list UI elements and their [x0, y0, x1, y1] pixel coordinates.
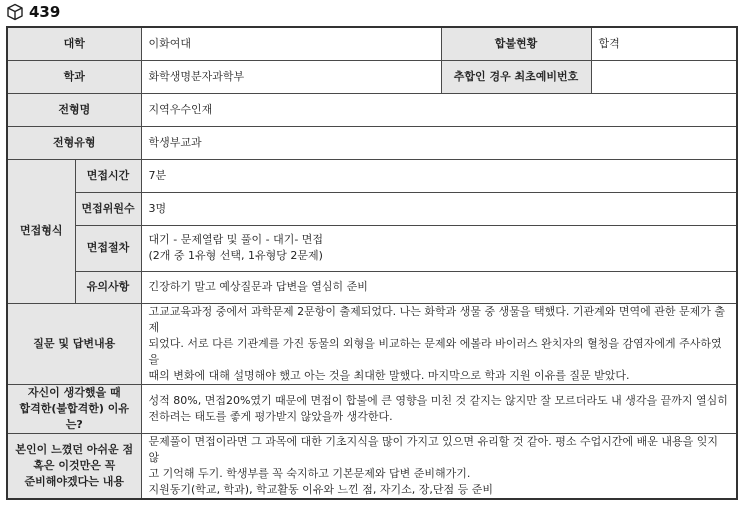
row-department — [7, 60, 737, 93]
interview-procedure-label: 면접절차 — [75, 225, 141, 271]
row-qa — [7, 303, 737, 384]
qa-line: 고교교육과정 중에서 과학문제 2문항이 출제되었다. 나는 화학과 생물 중 생물을 택했다. 기관계와 면역에 관한 문제가 출제 — [148, 304, 725, 334]
result-value: 합격 — [591, 27, 737, 60]
document-number: 439 — [29, 3, 61, 21]
procedure-line: 대기 - 문제열람 및 풀이 - 대기- 면접 — [148, 233, 324, 246]
reason-line: 전하려는 태도를 좋게 평가받지 않았을까 생각한다. — [148, 409, 393, 423]
row-interview-time — [7, 159, 737, 192]
interviewer-count-label: 면접위원수 — [75, 192, 141, 225]
row-interview-procedure — [7, 225, 737, 271]
notes-value: 긴장하기 말고 예상질문과 답변을 열심히 준비 — [141, 271, 737, 303]
department-label: 학과 — [7, 60, 141, 93]
row-admission-name — [7, 93, 737, 126]
preparation-label-line: 준비해야겠다는 내용 — [24, 474, 124, 488]
preparation-label-line: 혹은 이것만은 꼭 — [33, 458, 116, 472]
reason-label-line: 자신이 생각했을 때 — [27, 385, 121, 399]
waitlist-value — [591, 60, 737, 93]
department-value: 화학생명분자과학부 — [141, 60, 441, 93]
reason-line: 성적 80%, 면접20%였기 때문에 면접이 합불에 큰 영향을 미친 것 같지는 않지만 잘 모르더라도 내 생각을 끝까지 열심히 — [148, 393, 728, 407]
waitlist-label: 추합인 경우 최초예비번호 — [441, 60, 591, 93]
interview-time-label: 면접시간 — [75, 159, 141, 192]
interview-report-table — [6, 26, 738, 500]
row-university — [7, 27, 737, 60]
result-label: 합불현황 — [441, 27, 591, 60]
cube-icon — [6, 3, 24, 21]
preparation-line: 문제풀이 면접이라면 그 과목에 대한 기초지식을 많이 가지고 있으면 유리할 것 같아. 평소 수업시간에 배운 내용을 잊지 않 — [148, 434, 719, 464]
admission-type-label: 전형유형 — [7, 126, 141, 159]
row-interviewer-count — [7, 192, 737, 225]
notes-label: 유의사항 — [75, 271, 141, 303]
admission-type-value: 학생부교과 — [141, 126, 737, 159]
row-notes — [7, 271, 737, 303]
row-preparation — [7, 433, 737, 499]
preparation-line: 지원동기(학교, 학과), 학교활동 이유와 느낀 점, 자기소, 장,단점 등 준비 — [148, 482, 493, 496]
procedure-line: (2개 중 1유형 선택, 1유형당 2문제) — [148, 249, 323, 262]
qa-value — [141, 303, 737, 384]
qa-line: 되었다. 서로 다른 기관계를 가진 동물의 외형을 비교하는 문제와 에볼라 바이러스 완치자의 혈청을 감염자에게 주사하였을 — [148, 336, 722, 366]
admission-name-label: 전형명 — [7, 93, 141, 126]
interview-procedure-value — [141, 225, 737, 271]
preparation-value — [141, 433, 737, 499]
admission-name-value: 지역우수인재 — [141, 93, 737, 126]
preparation-label — [7, 433, 141, 499]
university-label: 대학 — [7, 27, 141, 60]
interview-time-value: 7분 — [141, 159, 737, 192]
document-header — [6, 0, 60, 24]
reason-label — [7, 384, 141, 433]
row-reason — [7, 384, 737, 433]
interviewer-count-value: 3명 — [141, 192, 737, 225]
qa-label: 질문 및 답변내용 — [7, 303, 141, 384]
reason-value — [141, 384, 737, 433]
reason-label-line: 합격한(불합격한) 이유는? — [19, 401, 130, 431]
preparation-line: 고 기억해 두기. 학생부를 꼭 숙지하고 기본문제와 답변 준비해가기. — [148, 466, 471, 480]
preparation-label-line: 본인이 느꼈던 아쉬운 점 — [15, 442, 134, 456]
qa-line: 때의 변화에 대해 설명해야 했고 아는 것을 최대한 말했다. 마지막으로 학과 지원 이유를 질문 받았다. — [148, 368, 630, 382]
interview-format-label: 면접형식 — [7, 159, 75, 303]
university-value: 이화여대 — [141, 27, 441, 60]
row-admission-type — [7, 126, 737, 159]
